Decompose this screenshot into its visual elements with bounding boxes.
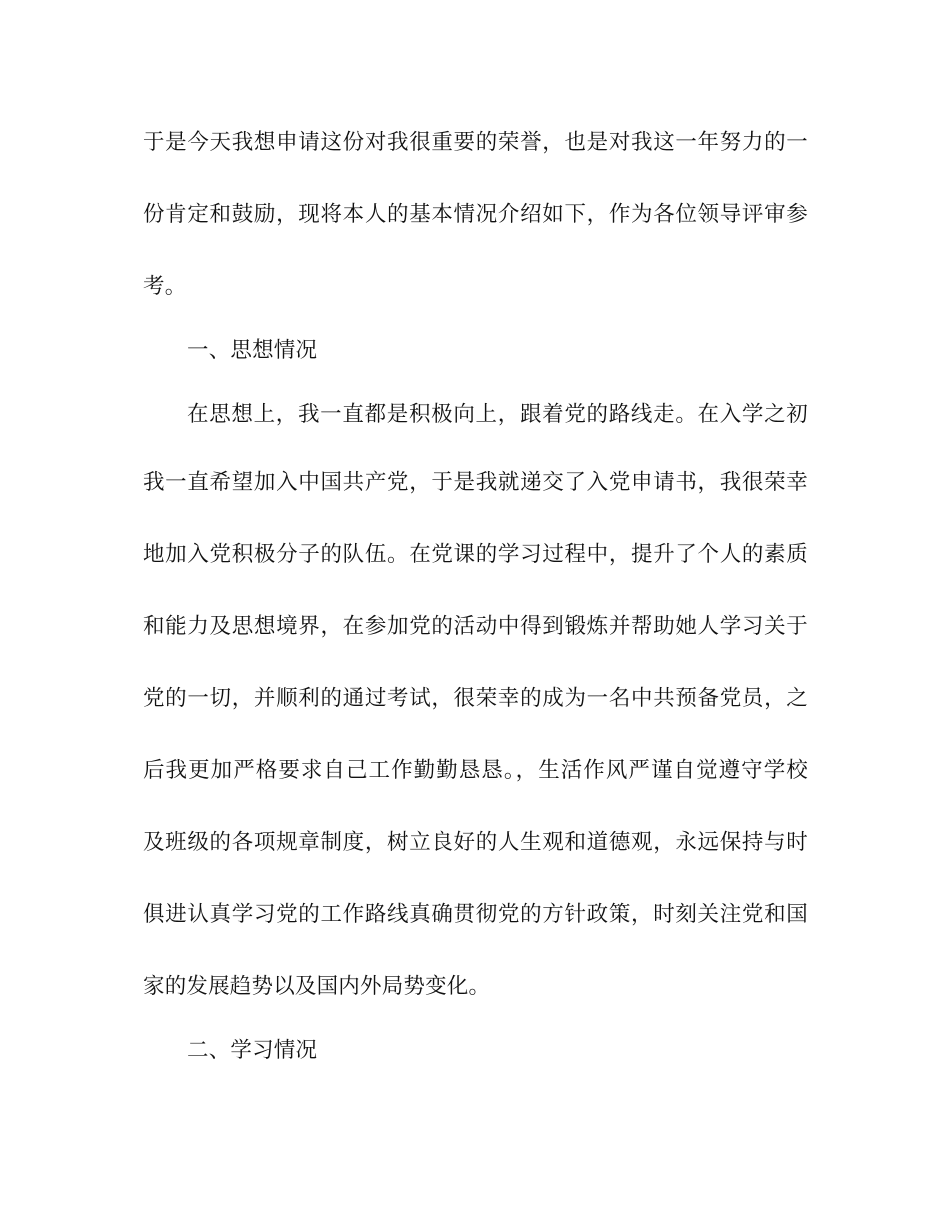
section-heading-study: 二、学习情况 — [187, 1038, 318, 1063]
body-line: 俱进认真学习党的工作路线真确贯彻党的方针政策，时刻关注党和国 — [143, 902, 808, 927]
body-line: 在思想上，我一直都是积极向上，跟着党的路线走。在入学之初 — [187, 402, 808, 427]
body-line: 后我更加严格要求自己工作勤勤恳恳。，生活作风严谨自觉遵守学校 — [143, 758, 808, 783]
body-line: 我一直希望加入中国共产党，于是我就递交了入党申请书，我很荣幸 — [143, 470, 808, 495]
body-line: 考。 — [143, 274, 187, 299]
body-line: 份肯定和鼓励，现将本人的基本情况介绍如下，作为各位领导评审参 — [143, 202, 808, 227]
body-line: 党的一切，并顺利的通过考试，很荣幸的成为一名中共预备党员，之 — [143, 686, 808, 711]
body-line: 家的发展趋势以及国内外局势变化。 — [143, 974, 491, 999]
body-line: 及班级的各项规章制度，树立良好的人生观和道德观，永远保持与时 — [143, 830, 808, 855]
section-heading-thought: 一、思想情况 — [187, 338, 318, 363]
body-line: 于是今天我想申请这份对我很重要的荣誉，也是对我这一年努力的一 — [143, 130, 808, 155]
body-line: 和能力及思想境界，在参加党的活动中得到锻炼并帮助她人学习关于 — [143, 614, 808, 639]
body-line: 地加入党积极分子的队伍。在党课的学习过程中，提升了个人的素质 — [143, 542, 808, 567]
